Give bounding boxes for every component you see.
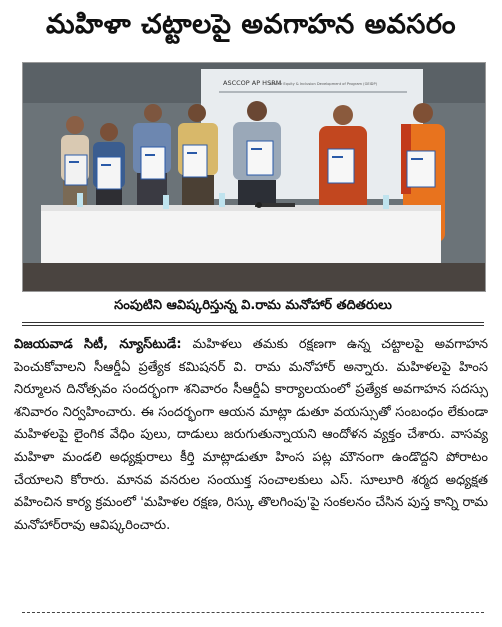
- bottom-divider: [22, 612, 484, 613]
- photo-table: [41, 205, 441, 263]
- caption-divider: [22, 322, 484, 323]
- caption-divider-2: [22, 325, 484, 326]
- article-text: మహిళలు తమకు రక్షణగా ఉన్న చట్టాలపై అవగాహన పెంచుకోవాలని సీఆర్డీఏ ప్రత్యేక కమిషనర్ వి. రామ మనోహార్ అన్నారు. మహిళలపై హింస నిర్మూలన దినోత్సవం సందర్భంగా శనివారం సీఆర్డీఏ కార్యాలయంలో ప్రత్యేక అవగాహన సదస్సు శనివారం నిర్వహించారు. ఈ సందర్భంగా ఆయన మాట్లా డుతూ వయస్సుతో సంబంధం లేకుండా మహిళలపై లైంగిక వేధిం పులు, దాడులు జరుగుతున్నాయని ఆందోళన వ్యక్తం చేశారు. వాసవ్య మహిళా మండలి అధ్యక్షురాలు కీర్తి మాట్లాడుతూ హింస పట్ల మౌనంగా ఉండొద్దని పోరాటం చేయాలని కోరారు. మానవ వనరుల సంయుక్త సంచాలకులు ఎస్. సూలూరి శర్మద అధ్యక్షత వహించిన కార్య క్రమంలో 'మహిళల రక్షణ, రిస్కు తొలగింపు'పై సంకలనం చేసిన పుస్త కాన్ని రామ మనోహార్‌రావు ఆవిష్కరించారు.: [14, 337, 488, 533]
- article-dateline: విజయవాడ సిటీ, న్యూస్‌టుడే:: [14, 337, 182, 352]
- screen-banner-text: ASCCOP AP HSRM: [223, 79, 282, 87]
- headline: మహిళా చట్టాలపై అవగాహన అవసరం: [45, 9, 457, 40]
- news-photo: [22, 62, 486, 292]
- photo-illustration: [23, 63, 485, 291]
- screen-banner-subtext: Gender Equity & Inclusion Development of Program (GEIDP): [269, 82, 378, 86]
- article-body: [14, 334, 488, 537]
- photo-caption: సంపుటిని ఆవిష్కరిస్తున్న వి.రామ మనోహార్ తదితరులు: [114, 298, 392, 313]
- photo-floor: [23, 263, 485, 291]
